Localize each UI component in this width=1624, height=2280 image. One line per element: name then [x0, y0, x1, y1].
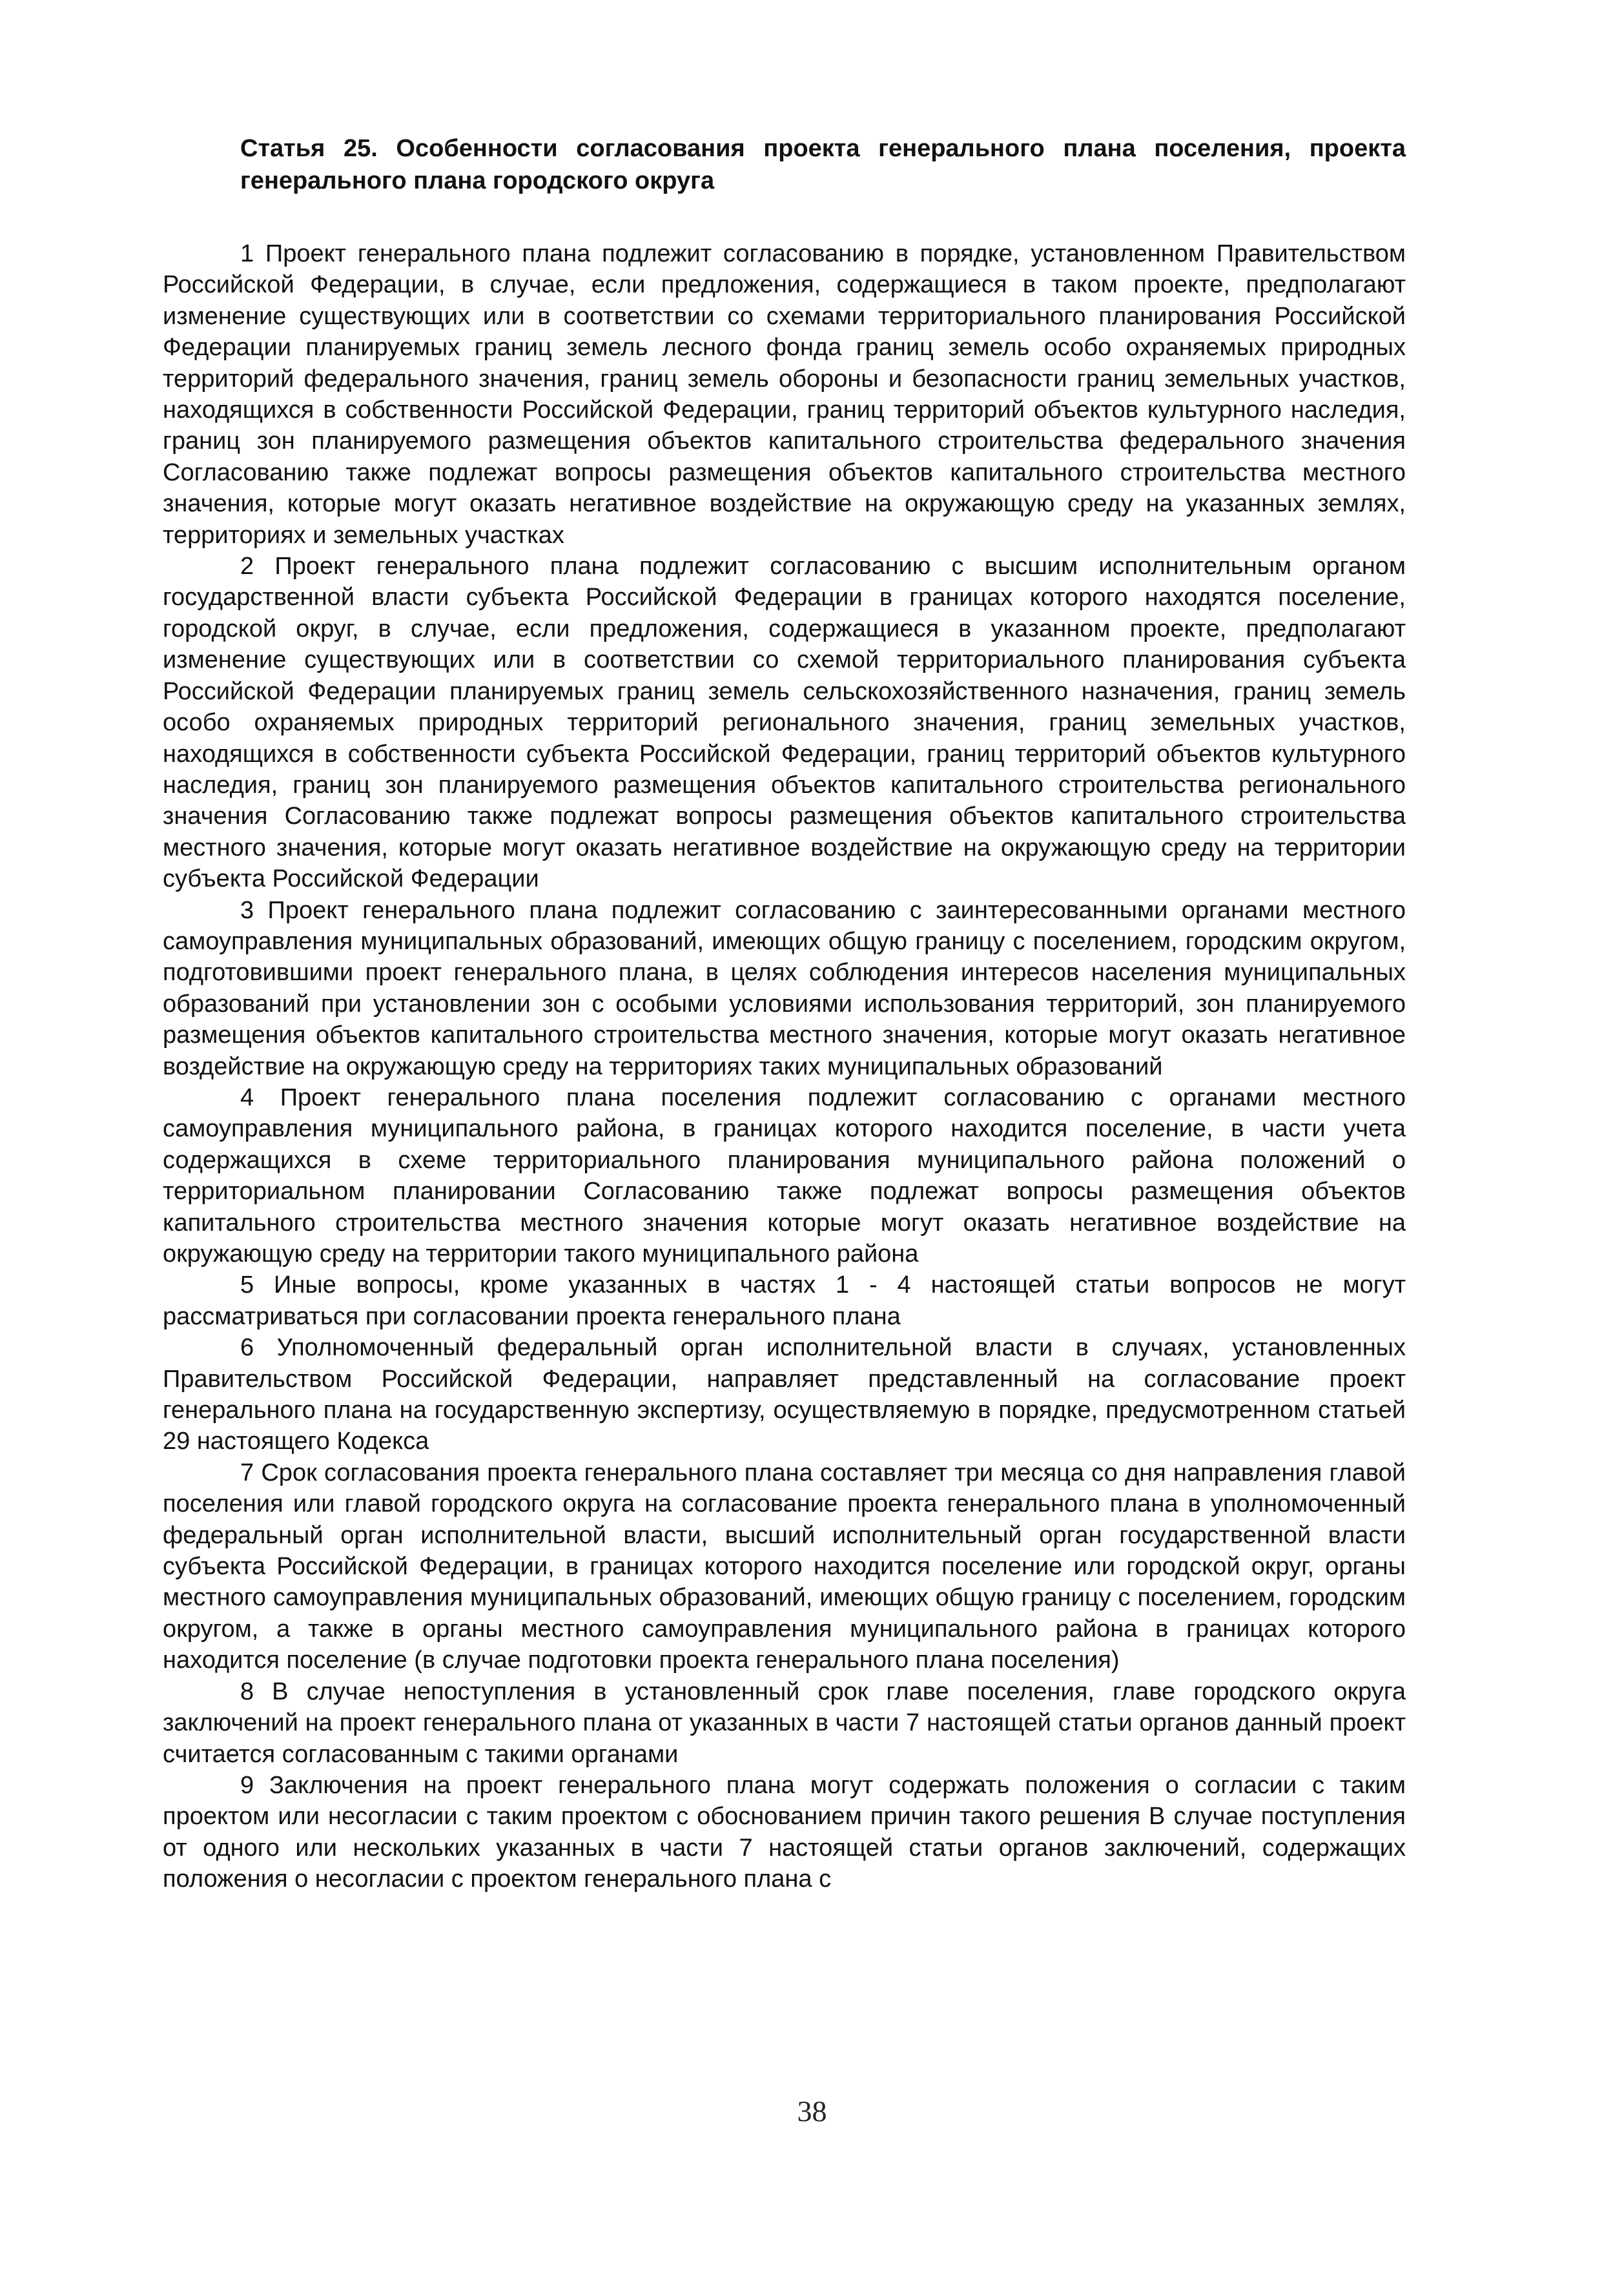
paragraph-8: 8 В случае непоступления в установленный срок главе поселения, главе городского округа заключений на проект генерального плана от указанных в части 7 настоящей статьи органов данный проект считается согласованным с такими органами [163, 1678, 1406, 1768]
article-heading: Статья 25. Особенности согласования проекта генерального плана поселения, проекта генерального плана городского округа [240, 135, 1406, 194]
paragraph-6: 6 Уполномоченный федеральный орган исполнительной власти в случаях, установленных Правительством Российской Федерации, направляет представленный на согласование проект генерального плана на государственную экспертизу, осуществляемую в порядке, предусмотренном статьей 29 настоящего Кодекса [163, 1334, 1406, 1455]
paragraph-2: 2 Проект генерального плана подлежит согласованию с высшим исполнительным органом государственной власти субъекта Российской Федерации в границах которого находятся поселение, городской округ, в случае, если предложения, содержащиеся в указанном проекте, предполагают изменение существующих или в соответствии со схемой территориального планирования субъекта Российской Федерации планируемых границ земель сельскохозяйственного назначения, границ земель особо охраняемых природных территорий регионального значения, границ земельных участков, находящихся в собственности субъекта Российской Федерации, границ территорий объектов культурного наследия, границ зон планируемого размещения объектов капитального строительства регионального значения Согласованию также подлежат вопросы размещения объектов капитального строительства местного значения, которые могут оказать негативное воздействие на окружающую среду на территории субъекта Российской Федерации [163, 553, 1406, 893]
paragraph-7: 7 Срок согласования проекта генерального плана составляет три месяца со дня направления главой поселения или главой городского округа на согласование проекта генерального плана в уполномоченный федеральный орган исполнительной власти, высший исполнительный орган государственной власти субъекта Российской Федерации, в границах которого находится поселение или городской округ, органы местного самоуправления муниципальных образований, имеющих общую границу с поселением, городским округом, а также в органы местного самоуправления муниципального района в границах которого находится поселение (в случае подготовки проекта генерального плана поселения) [163, 1459, 1406, 1674]
paragraph-5: 5 Иные вопросы, кроме указанных в частях 1 - 4 настоящей статьи вопросов не могут рассматриваться при согласовании проекта генерального плана [163, 1271, 1406, 1330]
article-body [163, 238, 1406, 1895]
paragraph-1: 1 Проект генерального плана подлежит согласованию в порядке, установленном Правительством Российской Федерации, в случае, если предложения, содержащиеся в таком проекте, предполагают изменение существующих или в соответствии со схемами территориального планирования Российской Федерации планируемых границ земель лесного фонда границ земель особо охраняемых природных территорий федерального значения, границ земель обороны и безопасности границ земельных участков, находящихся в собственности Российской Федерации, границ территорий объектов культурного наследия, границ зон планируемого размещения объектов капитального строительства федерального значения Согласованию также подлежат вопросы размещения объектов капитального строительства местного значения, которые могут оказать негативное воздействие на окружающую среду на указанных землях, территориях и земельных участках [163, 240, 1406, 549]
page-number: 38 [797, 2095, 827, 2128]
paragraph-9: 9 Заключения на проект генерального плана могут содержать положения о согласии с таким проектом или несогласии с таким проектом с обоснованием причин такого решения В случае поступления от одного или нескольких указанных в части 7 настоящей статьи органов заключений, содержащих положения о несогласии с проектом генерального плана с [163, 1771, 1406, 1893]
document-content [163, 132, 1406, 1895]
paragraph-3: 3 Проект генерального плана подлежит согласованию с заинтересованными органами местного самоуправления муниципальных образований, имеющих общую границу с поселением, городским округом, подготовившими проект генерального плана, в целях соблюдения интересов населения муниципальных образований при установлении зон с особыми условиями использования территорий, зон планируемого размещения объектов капитального строительства местного значения, которые могут оказать негативное воздействие на окружающую среду на территориях таких муниципальных образований [163, 896, 1406, 1080]
paragraph-4: 4 Проект генерального плана поселения подлежит согласованию с органами местного самоуправления муниципального района, в границах которого находится поселение, в части учета содержащихся в схеме территориального планирования муниципального района положений о территориальном планировании Согласованию также подлежат вопросы размещения объектов капитального строительства местного значения которые могут оказать негативное воздействие на окружающую среду на территории такого муниципального района [163, 1084, 1406, 1268]
